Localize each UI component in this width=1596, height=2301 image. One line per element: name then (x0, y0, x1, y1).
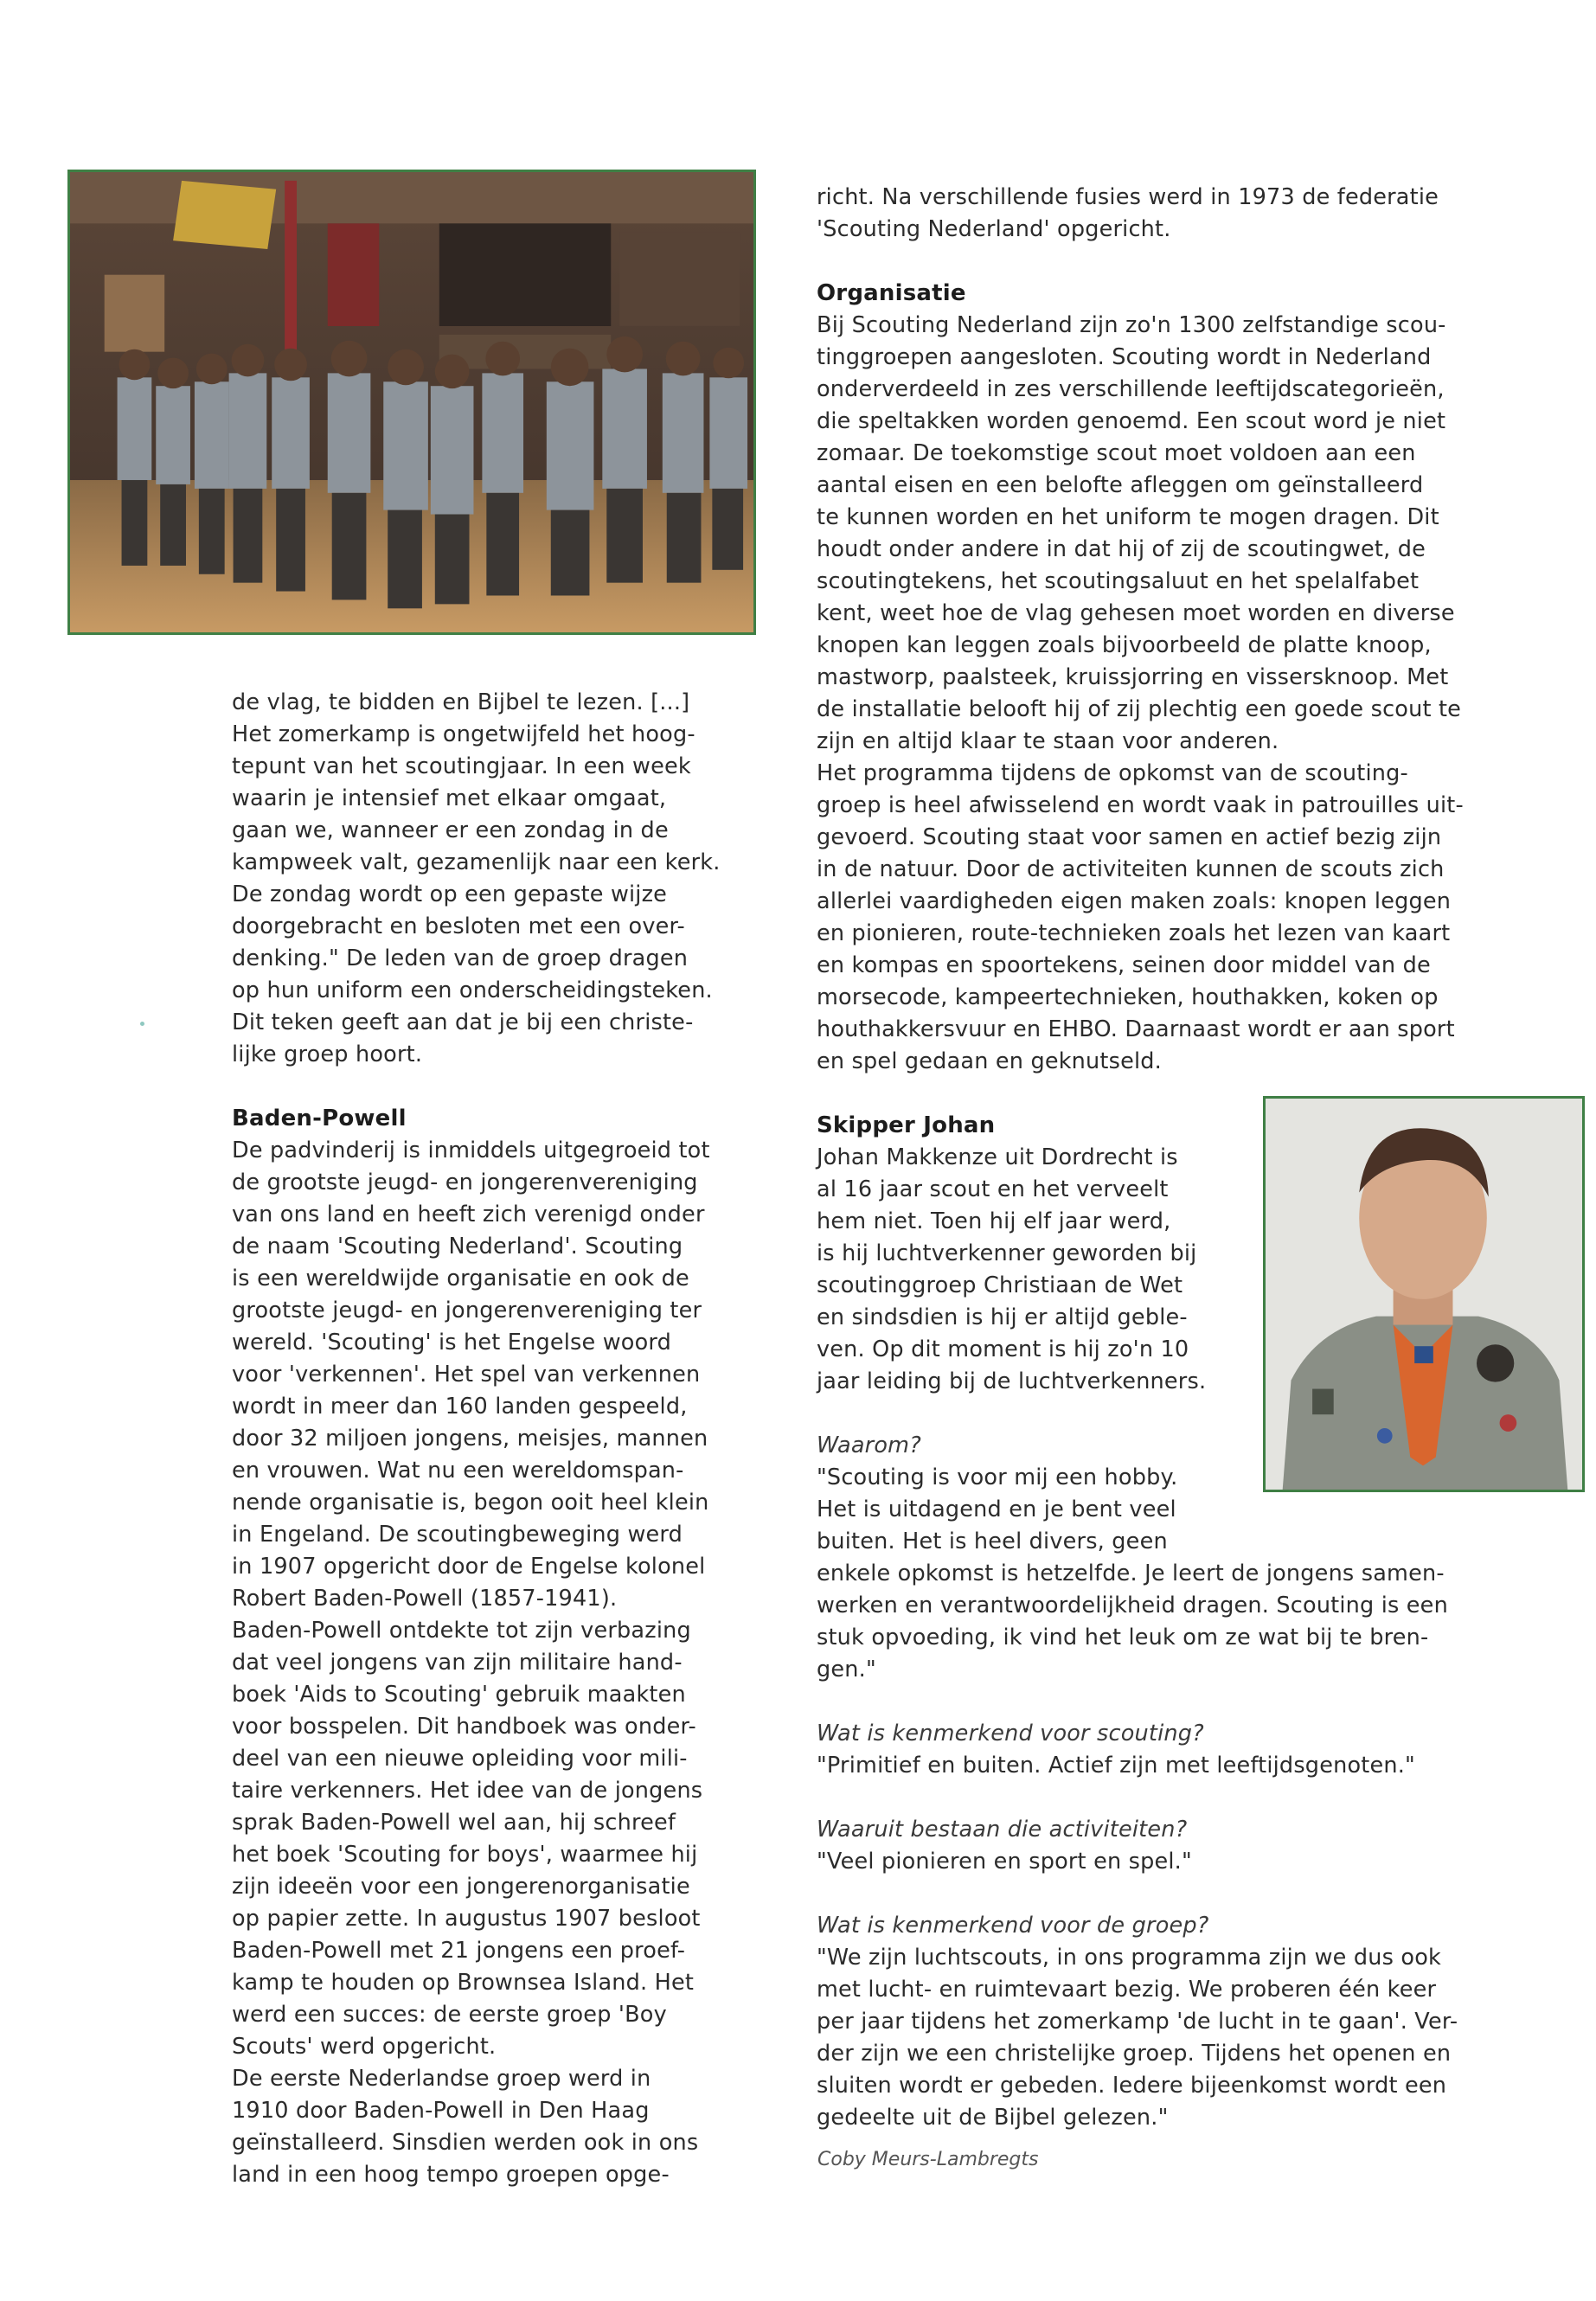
text-line: en pionieren, route-technieken zoals het lezen van kaart (817, 920, 1451, 946)
text-line: voor bosspelen. Dit handboek was onder- (232, 1714, 696, 1740)
text-line: wordt in meer dan 160 landen gespeeld, (232, 1394, 688, 1420)
text-line: zomaar. De toekomstige scout moet voldoen aan een (817, 440, 1416, 466)
text-line: zijn en altijd klaar te staan voor anderen. (817, 728, 1279, 754)
text-line: onderverdeeld in zes verschillende leeftijdscategorieën, (817, 376, 1445, 402)
answer-activiteiten: "Veel pionieren en sport en spel." (817, 1849, 1192, 1875)
text-line: geïnstalleerd. Sinsdien werden ook in ons (232, 2130, 699, 2156)
heading-organisatie: Organisatie (817, 280, 966, 306)
text-line: sprak Baden-Powell wel aan, hij schreef (232, 1810, 676, 1836)
text-line: aantal eisen en een belofte afleggen om geïnstalleerd (817, 472, 1424, 498)
text-line: de naam 'Scouting Nederland'. Scouting (232, 1234, 683, 1259)
text-line: scoutingtekens, het scoutingsaluut en het spelalfabet (817, 568, 1420, 594)
text-line: Johan Makkenze uit Dordrecht is (817, 1144, 1178, 1170)
question-kenmerkend-scouting: Wat is kenmerkend voor scouting? (817, 1721, 1204, 1747)
answer-waarom (817, 1462, 1578, 1686)
text-line: morsecode, kampeertechnieken, houthakken, koken op (817, 984, 1439, 1010)
scouts-circle-photo-icon (70, 172, 753, 632)
text-line: en spel gedaan en geknutseld. (817, 1048, 1162, 1074)
baden-powell-text (232, 1135, 764, 2191)
text-line: het boek 'Scouting for boys', waarmee hij (232, 1842, 698, 1868)
text-line: en sindsdien is hij er altijd geble- (817, 1304, 1188, 1330)
text-line: gevoerd. Scouting staat voor samen en actief bezig zijn (817, 824, 1442, 850)
text-line: in Engeland. De scoutingbeweging werd (232, 1522, 683, 1548)
text-line: De padvinderij is inmiddels uitgegroeid tot (232, 1138, 710, 1163)
text-line: werken en verantwoordelijkheid dragen. Scouting is een (817, 1593, 1448, 1618)
text-line: is hij luchtverkenner geworden bij (817, 1240, 1197, 1266)
text-line: doorgebracht en besloten met een over- (232, 913, 685, 939)
skipper-text (817, 1142, 1578, 1398)
text-line: der zijn we een christelijke groep. Tijdens het openen en (817, 2041, 1452, 2067)
text-line: in de natuur. Door de activiteiten kunnen de scouts zich (817, 856, 1445, 882)
text-line: denking." De leden van de groep dragen (232, 945, 689, 971)
text-line: Het is uitdagend en je bent veel (817, 1497, 1176, 1522)
text-line: dat veel jongens van zijn militaire hand- (232, 1650, 683, 1676)
text-line: jaar leiding bij de luchtverkenners. (817, 1368, 1207, 1394)
text-line: per jaar tijdens het zomerkamp 'de lucht in te gaan'. Ver- (817, 2009, 1458, 2035)
text-line: knopen kan leggen zoals bijvoorbeeld de platte knoop, (817, 632, 1432, 658)
text-line: op papier zette. In augustus 1907 besloot (232, 1906, 701, 1932)
text-line: boek 'Aids to Scouting' gebruik maakten (232, 1682, 686, 1708)
text-line: 'Scouting Nederland' opgericht. (817, 216, 1171, 242)
text-line: houdt onder andere in dat hij of zij de scoutingwet, de (817, 536, 1426, 562)
text-line: tinggroepen aangesloten. Scouting wordt in Nederland (817, 344, 1432, 370)
text-line: Baden-Powell ontdekte tot zijn verbazing (232, 1618, 691, 1644)
text-line: die speltakken worden genoemd. Een scout word je niet (817, 408, 1446, 434)
text-line: de vlag, te bidden en Bijbel te lezen. [...] (232, 689, 690, 715)
text-line: in 1907 opgericht door de Engelse kolonel (232, 1554, 706, 1580)
question-kenmerkend-groep: Wat is kenmerkend voor de groep? (817, 1913, 1209, 1939)
text-line: al 16 jaar scout en het verveelt (817, 1176, 1169, 1202)
intro-text (232, 687, 764, 1071)
text-line: Dit teken geeft aan dat je bij een christe- (232, 1009, 694, 1035)
text-line: gaan we, wanneer er een zondag in de (232, 817, 669, 843)
text-line: de grootste jeugd- en jongerenvereniging (232, 1170, 698, 1195)
text-line: gen." (817, 1657, 876, 1682)
heading-baden-powell: Baden-Powell (232, 1106, 407, 1131)
text-line: hem niet. Toen hij elf jaar werd, (817, 1208, 1171, 1234)
organisatie-text (817, 310, 1578, 1078)
text-line: op hun uniform een onderscheidingsteken. (232, 977, 713, 1003)
text-line: lijke groep hoort. (232, 1042, 423, 1067)
text-line: en vrouwen. Wat nu een wereldomspan- (232, 1458, 684, 1484)
text-line: werd een succes: de eerste groep 'Boy (232, 2002, 667, 2028)
text-line: Scouts' werd opgericht. (232, 2034, 497, 2060)
answer-kenmerkend-groep (817, 1942, 1578, 2134)
text-line: Het programma tijdens de opkomst van de scouting- (817, 760, 1408, 786)
decorative-dot (140, 1022, 144, 1026)
text-line: met lucht- en ruimtevaart bezig. We proberen één keer (817, 1977, 1437, 2003)
text-line: 1910 door Baden-Powell in Den Haag (232, 2098, 650, 2124)
text-line: van ons land en heeft zich verenigd onder (232, 1202, 705, 1227)
text-line: ven. Op dit moment is hij zo'n 10 (817, 1336, 1189, 1362)
text-line: is een wereldwijde organisatie en ook de (232, 1266, 689, 1292)
question-waarom: Waarom? (817, 1433, 921, 1458)
text-line: De zondag wordt op een gepaste wijze (232, 881, 668, 907)
text-line: buiten. Het is heel divers, geen (817, 1529, 1168, 1554)
text-line: enkele opkomst is hetzelfde. Je leert de jongens samen- (817, 1561, 1445, 1586)
text-line: land in een hoog tempo groepen opge- (232, 2162, 670, 2188)
text-line: door 32 miljoen jongens, meisjes, mannen (232, 1426, 708, 1452)
text-line: allerlei vaardigheden eigen maken zoals: knopen leggen (817, 888, 1452, 914)
text-line: gedeelte uit de Bijbel gelezen." (817, 2105, 1169, 2131)
text-line: taire verkenners. Het idee van de jongens (232, 1778, 703, 1804)
group-photo (67, 170, 756, 635)
question-activiteiten: Waaruit bestaan die activiteiten? (817, 1817, 1188, 1843)
right-column (817, 182, 1578, 2134)
left-column (232, 687, 764, 2191)
text-line: grootste jeugd- en jongerenvereniging ter (232, 1298, 702, 1324)
text-line: te kunnen worden en het uniform te mogen dragen. Dit (817, 504, 1439, 530)
text-line: scoutinggroep Christiaan de Wet (817, 1272, 1183, 1298)
text-line: nende organisatie is, begon ooit heel klein (232, 1490, 709, 1516)
text-line: Robert Baden-Powell (1857-1941). (232, 1586, 618, 1612)
text-line: sluiten wordt er gebeden. Iedere bijeenkomst wordt een (817, 2073, 1447, 2099)
heading-skipper-johan: Skipper Johan (817, 1112, 996, 1138)
text-line: Bij Scouting Nederland zijn zo'n 1300 zelfstandige scou- (817, 312, 1446, 338)
text-line: De eerste Nederlandse groep werd in (232, 2066, 651, 2092)
text-line: zijn ideeën voor een jongerenorganisatie (232, 1874, 690, 1900)
text-line: Het zomerkamp is ongetwijfeld het hoog- (232, 721, 695, 747)
text-line: en kompas en spoortekens, seinen door middel van de (817, 952, 1431, 978)
text-line: voor 'verkennen'. Het spel van verkennen (232, 1362, 701, 1388)
text-line: "We zijn luchtscouts, in ons programma zijn we dus ook (817, 1945, 1441, 1971)
text-line: kamp te houden op Brownsea Island. Het (232, 1970, 695, 1996)
text-line: richt. Na verschillende fusies werd in 1973 de federatie (817, 184, 1439, 210)
author-signature: Coby Meurs-Lambregts (817, 2149, 1039, 2170)
text-line: wereld. 'Scouting' is het Engelse woord (232, 1330, 671, 1356)
answer-kenmerkend-scouting: "Primitief en buiten. Actief zijn met leeftijdsgenoten." (817, 1753, 1415, 1779)
text-line: Baden-Powell met 21 jongens een proef- (232, 1938, 686, 1964)
text-line: tepunt van het scoutingjaar. In een week (232, 753, 691, 779)
text-line: houthakkersvuur en EHBO. Daarnaast wordt er aan sport (817, 1016, 1455, 1042)
text-line: "Scouting is voor mij een hobby. (817, 1465, 1178, 1490)
text-line: kent, weet hoe de vlag gehesen moet worden en diverse (817, 600, 1455, 626)
text-line: stuk opvoeding, ik vind het leuk om ze wat bij te bren- (817, 1625, 1429, 1650)
text-line: deel van een nieuwe opleiding voor mili- (232, 1746, 688, 1772)
text-line: de installatie belooft hij of zij plechtig een goede scout te (817, 696, 1462, 722)
text-line: waarin je intensief met elkaar omgaat, (232, 785, 667, 811)
text-line: groep is heel afwisselend en wordt vaak in patrouilles uit- (817, 792, 1464, 818)
text-line: mastworp, paalsteek, kruissjorring en vissersknoop. Met (817, 664, 1449, 690)
text-line: kampweek valt, gezamenlijk naar een kerk. (232, 849, 721, 875)
